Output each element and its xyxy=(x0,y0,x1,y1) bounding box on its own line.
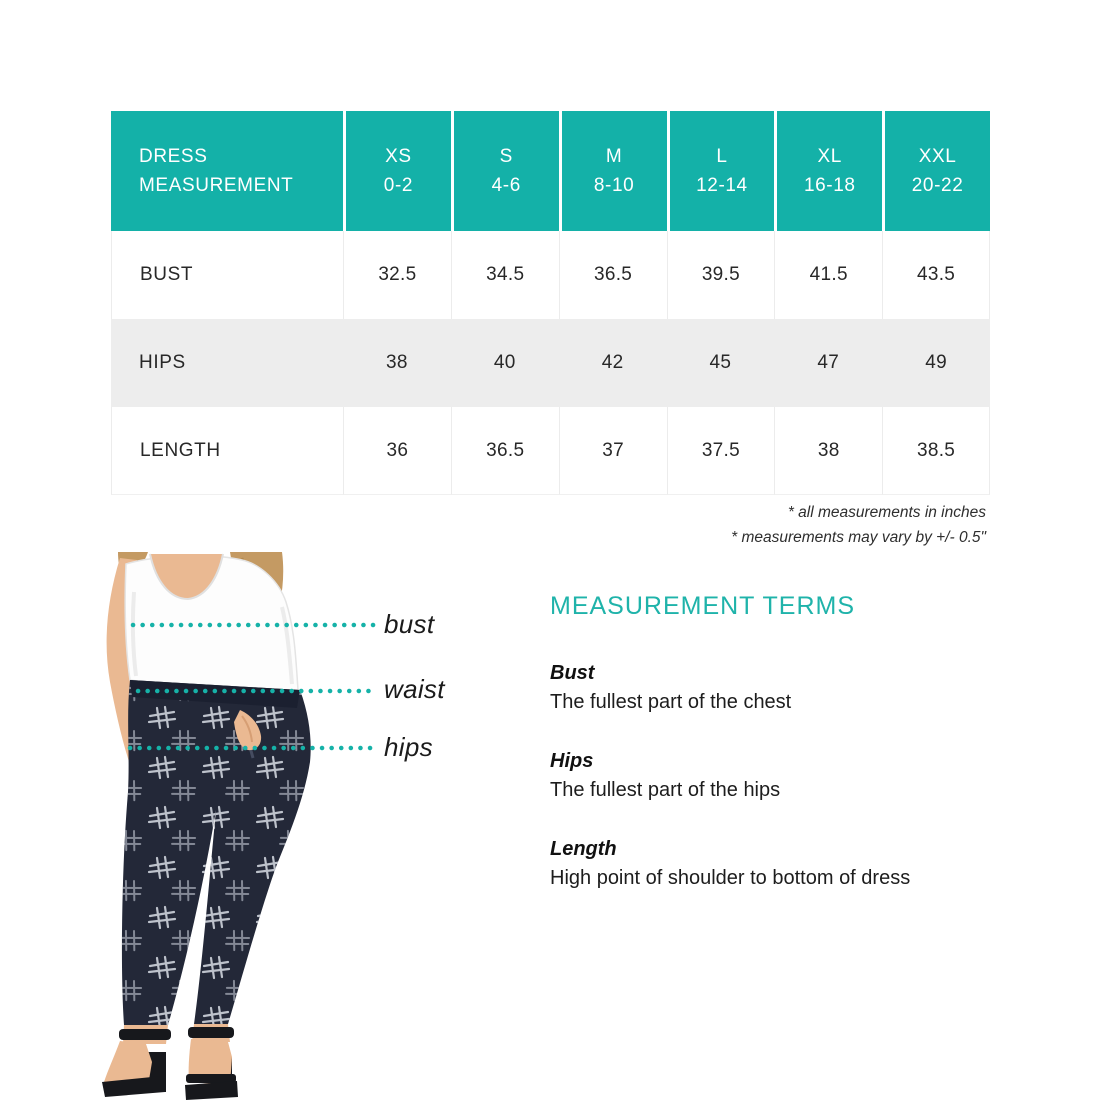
bust-annotation-label: bust xyxy=(384,609,435,639)
measurement-terms-section xyxy=(550,592,1030,923)
hips-value-s: 40 xyxy=(493,352,516,373)
size-name: S xyxy=(499,146,513,167)
header-cell-xs xyxy=(343,111,451,231)
length-value-xxl: 38.5 xyxy=(882,407,990,495)
length-value-l: 37.5 xyxy=(667,407,775,495)
table-row-length xyxy=(111,407,990,495)
hips-value-l: 45 xyxy=(709,352,732,373)
bust-value-s: 34.5 xyxy=(451,231,559,319)
bust-value-xs: 32.5 xyxy=(343,231,451,319)
length-value-xs: 36 xyxy=(343,407,451,495)
right-sandal xyxy=(185,1024,238,1100)
hips-value-m: 42 xyxy=(601,352,624,373)
bust-value-l: 39.5 xyxy=(667,231,775,319)
header-cell-m xyxy=(559,111,667,231)
size-name: L xyxy=(716,146,728,167)
term-name: Length xyxy=(550,838,617,860)
bust-value-xl: 41.5 xyxy=(774,231,882,319)
size-range: 20-22 xyxy=(911,175,964,196)
term-definition: High point of shoulder to bottom of dress xyxy=(550,867,911,889)
size-name: XS xyxy=(385,146,412,167)
corner-header-line2: MEASUREMENT xyxy=(139,175,294,196)
hips-value-xxl: 49 xyxy=(925,352,947,373)
patterned-pants xyxy=(122,680,311,1025)
term-definition: The fullest part of the hips xyxy=(550,779,781,801)
waist-annotation-label: waist xyxy=(384,674,445,704)
size-range: 0-2 xyxy=(383,175,414,196)
header-cell-l xyxy=(667,111,775,231)
size-table-header xyxy=(111,111,990,231)
size-range: 12-14 xyxy=(696,175,748,196)
size-range: 4-6 xyxy=(491,175,521,196)
header-cell-s xyxy=(451,111,559,231)
header-cell-xxl xyxy=(882,111,990,231)
row-label: LENGTH xyxy=(111,407,343,495)
size-name: XXL xyxy=(918,146,957,167)
corner-header-line1: DRESS xyxy=(139,146,208,167)
footnote-tolerance: * measurements may vary by +/- 0.5" xyxy=(731,529,986,546)
footnote-units: * all measurements in inches xyxy=(787,504,986,521)
size-range: 8-10 xyxy=(593,175,635,196)
length-value-s: 36.5 xyxy=(451,407,559,495)
left-sandal xyxy=(102,1025,171,1097)
term-bust xyxy=(550,659,1030,717)
row-label: HIPS xyxy=(139,352,186,373)
term-definition: The fullest part of the chest xyxy=(550,691,792,713)
size-range: 16-18 xyxy=(803,175,856,196)
term-name: Bust xyxy=(550,662,595,684)
length-value-xl: 38 xyxy=(774,407,882,495)
bust-value-xxl: 43.5 xyxy=(882,231,990,319)
length-value-m: 37 xyxy=(559,407,667,495)
header-cell-xl xyxy=(774,111,882,231)
bust-value-m: 36.5 xyxy=(559,231,667,319)
corner-header-cell xyxy=(111,111,343,231)
table-footnotes xyxy=(111,500,986,550)
table-row-bust xyxy=(111,231,990,319)
row-label: BUST xyxy=(111,231,343,319)
term-length xyxy=(550,835,1030,893)
size-name: XL xyxy=(817,146,842,167)
term-hips xyxy=(550,747,1030,805)
terms-title: MEASUREMENT TERMS xyxy=(550,592,856,620)
hips-value-xl: 47 xyxy=(817,352,840,373)
hips-value-xs: 38 xyxy=(386,352,408,373)
size-name: M xyxy=(605,146,623,167)
size-table xyxy=(111,111,990,495)
table-row-hips xyxy=(111,319,990,407)
term-name: Hips xyxy=(550,750,594,772)
hips-annotation-label: hips xyxy=(384,732,433,762)
